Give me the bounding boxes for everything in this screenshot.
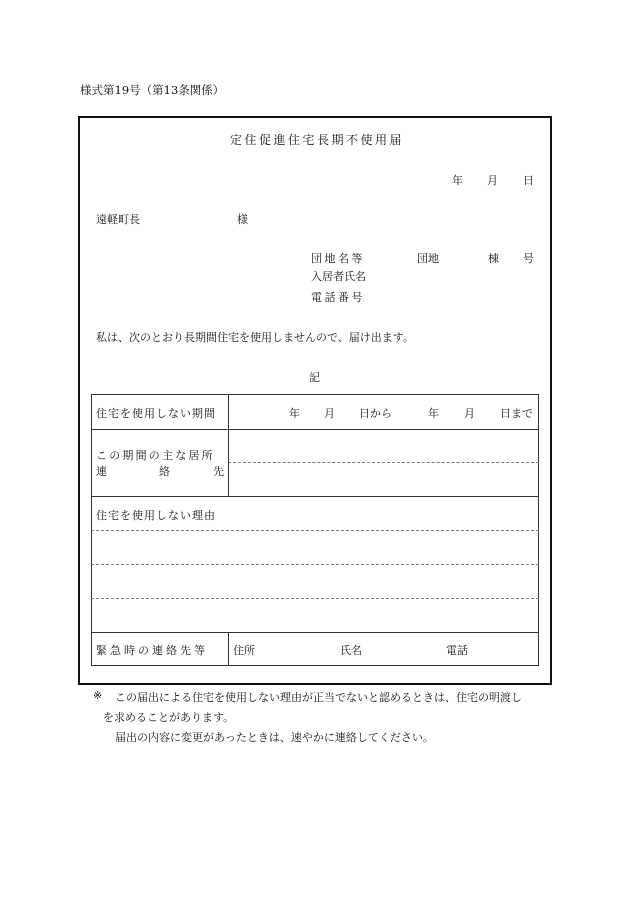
note-mark: ※ — [93, 689, 103, 702]
residence-label: この期間の主な居所 — [96, 449, 215, 462]
table-dashed-rule — [228, 462, 539, 463]
period-to-month[interactable]: 月 — [464, 407, 475, 420]
note1-line2: を求めることがあります。 — [103, 711, 235, 724]
table-dashed-rule — [91, 564, 539, 565]
emergency-address[interactable]: 住所 — [233, 644, 255, 657]
reason-label: 住宅を使用しない理由 — [96, 509, 216, 522]
addressee-sama: 様 — [237, 213, 248, 226]
date-month[interactable]: 月 — [487, 174, 498, 187]
table-dashed-rule — [91, 530, 539, 531]
table-dashed-rule — [91, 598, 539, 599]
contact-label-1: 連 — [96, 465, 107, 478]
complex-label: 団地名等 — [311, 252, 365, 265]
statement-text: 私は、次のとおり長期間住宅を使用しませんので、届け出ます。 — [96, 331, 414, 344]
table-col-divider — [228, 394, 229, 496]
form-number: 様式第19号（第13条関係） — [80, 83, 225, 97]
table-rule — [91, 429, 539, 430]
building-unit[interactable]: 棟 — [488, 252, 499, 265]
form-title: 定住促進住宅長期不使用届 — [230, 133, 405, 147]
period-from-day[interactable]: 日から — [359, 407, 392, 420]
table-rule — [91, 632, 539, 633]
note1-line1: この届出による住宅を使用しない理由が正当でないと認めるときは、住宅の明渡し — [115, 691, 522, 704]
room-unit[interactable]: 号 — [523, 252, 534, 265]
emergency-phone[interactable]: 電話 — [446, 644, 468, 657]
note2: 届出の内容に変更があったときは、速やかに連絡してください。 — [115, 731, 434, 744]
contact-label-3: 先 — [213, 465, 224, 478]
period-from-year[interactable]: 年 — [289, 407, 300, 420]
table-col-divider — [228, 632, 229, 666]
ki-label: 記 — [309, 371, 320, 384]
period-from-month[interactable]: 月 — [324, 407, 335, 420]
emergency-label: 緊急時の連絡先等 — [96, 644, 208, 657]
period-to-year[interactable]: 年 — [428, 407, 439, 420]
period-to-day[interactable]: 日まで — [500, 407, 533, 420]
resident-name-label: 入居者氏名 — [311, 270, 366, 283]
date-day[interactable]: 日 — [523, 174, 534, 187]
complex-unit[interactable]: 団地 — [417, 252, 439, 265]
table-rule — [91, 496, 539, 497]
addressee-mayor: 遠軽町長 — [96, 213, 140, 226]
phone-label: 電話番号 — [311, 291, 365, 304]
emergency-name[interactable]: 氏名 — [340, 644, 362, 657]
date-year[interactable]: 年 — [452, 174, 463, 187]
contact-label-2: 絡 — [159, 465, 170, 478]
period-label: 住宅を使用しない期間 — [96, 407, 216, 420]
